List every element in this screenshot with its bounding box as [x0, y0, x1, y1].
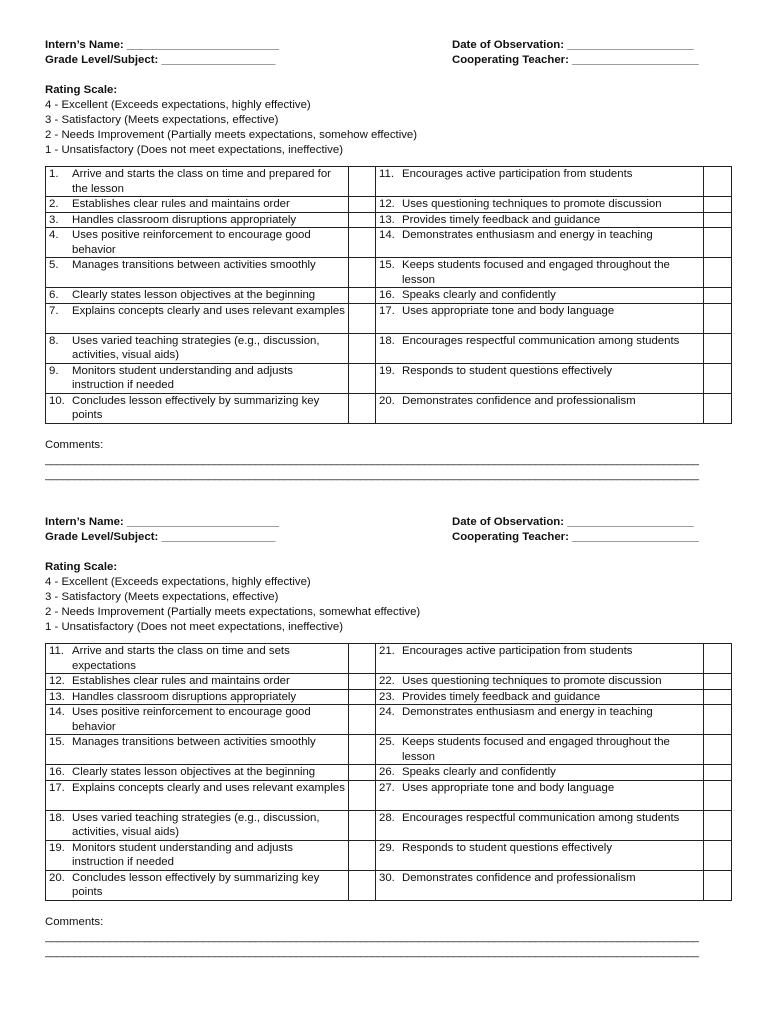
criterion-cell	[376, 870, 704, 900]
comments-line[interactable]: ________________________________________________________________________________________________________________	[45, 945, 699, 958]
rating-box[interactable]	[349, 780, 376, 810]
criterion-cell	[46, 780, 349, 810]
criterion-cell	[46, 674, 349, 690]
rating-scale-line: 2 - Needs Improvement (Partially meets expectations, somehow effective)	[45, 129, 418, 141]
rating-box[interactable]	[349, 705, 376, 735]
rating-box[interactable]	[349, 167, 376, 197]
criterion-text: Encourages respectful communication among students	[402, 334, 680, 347]
header-row-2	[45, 530, 731, 545]
rating-box[interactable]	[349, 258, 376, 288]
criterion-cell	[46, 197, 349, 213]
rating-box[interactable]	[704, 735, 732, 765]
criterion-number: 27.	[379, 781, 395, 794]
criterion-cell	[376, 810, 704, 840]
rating-box[interactable]	[349, 689, 376, 705]
criterion-cell	[376, 705, 704, 735]
rating-box[interactable]	[704, 870, 732, 900]
criterion-cell	[376, 197, 704, 213]
criterion-text: Encourages active participation from students	[402, 645, 633, 657]
criterion-cell	[46, 735, 349, 765]
table-row	[46, 735, 732, 765]
criterion-cell	[376, 167, 704, 197]
criterion-text: Handles classroom disruptions appropriately	[72, 213, 297, 226]
rating-box[interactable]	[349, 840, 376, 870]
criterion-number: 26.	[379, 766, 395, 778]
rating-scale-title: Rating Scale:	[45, 84, 118, 96]
criterion-cell	[46, 870, 349, 900]
rating-box[interactable]	[704, 810, 732, 840]
criterion-number: 12.	[49, 675, 65, 687]
rating-box[interactable]	[704, 780, 732, 810]
rating-scale-line: 3 - Satisfactory (Meets expectations, effective)	[45, 591, 279, 603]
rating-box[interactable]	[704, 303, 732, 333]
table-row	[46, 644, 732, 674]
criterion-number: 16.	[49, 766, 65, 778]
rating-box[interactable]	[704, 363, 732, 393]
criterion-text: Uses varied teaching strategies (e.g., discussion, activities, visual aids)	[72, 334, 320, 361]
grade-level-subject-field[interactable]: Grade Level/Subject: __________________	[45, 531, 276, 543]
criterion-text: Demonstrates enthusiasm and energy in teaching	[402, 706, 653, 718]
observation-form-2	[45, 515, 731, 960]
criterion-cell	[376, 840, 704, 870]
criteria-table	[45, 166, 732, 424]
criterion-number: 18.	[49, 811, 65, 824]
rating-box[interactable]	[704, 840, 732, 870]
criterion-number: 8.	[49, 334, 59, 347]
criterion-text: Responds to student questions effectively	[402, 841, 613, 854]
rating-box[interactable]	[704, 644, 732, 674]
criterion-cell	[376, 228, 704, 258]
rating-box[interactable]	[704, 333, 732, 363]
criterion-number: 5.	[49, 259, 59, 271]
date-of-observation-field[interactable]: Date of Observation: ____________________	[452, 39, 694, 51]
criterion-text: Monitors student understanding and adjusts instruction if needed	[72, 364, 293, 391]
rating-scale-line: 1 - Unsatisfactory (Does not meet expectations, ineffective)	[45, 144, 343, 156]
criterion-cell	[46, 840, 349, 870]
rating-box[interactable]	[704, 705, 732, 735]
rating-box[interactable]	[704, 765, 732, 781]
criterion-text: Demonstrates confidence and professionalism	[402, 871, 636, 884]
table-row	[46, 197, 732, 213]
table-row	[46, 212, 732, 228]
table-row	[46, 303, 732, 333]
comments-section	[45, 438, 731, 483]
criterion-cell	[376, 689, 704, 705]
rating-box[interactable]	[349, 735, 376, 765]
criterion-text: Speaks clearly and confidently	[402, 289, 556, 301]
criterion-number: 25.	[379, 736, 395, 748]
rating-box[interactable]	[704, 167, 732, 197]
criterion-cell	[46, 258, 349, 288]
rating-box[interactable]	[704, 689, 732, 705]
rating-box[interactable]	[704, 212, 732, 228]
criterion-text: Handles classroom disruptions appropriately	[72, 690, 297, 703]
rating-box[interactable]	[704, 393, 732, 423]
table-row	[46, 810, 732, 840]
criterion-cell	[46, 644, 349, 674]
criterion-cell	[46, 393, 349, 423]
criterion-cell	[46, 212, 349, 228]
criterion-cell	[46, 810, 349, 840]
criterion-cell	[46, 228, 349, 258]
rating-scale-line: 4 - Excellent (Exceeds expectations, highly effective)	[45, 99, 311, 111]
header-row-1	[45, 38, 731, 53]
date-of-observation-field[interactable]: Date of Observation: ____________________	[452, 516, 694, 528]
criterion-text: Manages transitions between activities smoothly	[72, 736, 316, 748]
rating-scale-line: 3 - Satisfactory (Meets expectations, effective)	[45, 114, 279, 126]
criterion-text: Concludes lesson effectively by summarizing key points	[72, 871, 320, 898]
rating-scale	[45, 83, 731, 158]
criterion-number: 10.	[49, 394, 65, 407]
criterion-text: Explains concepts clearly and uses relevant examples	[72, 304, 345, 317]
criterion-text: Concludes lesson effectively by summarizing key points	[72, 394, 320, 421]
criterion-text: Uses questioning techniques to promote discussion	[402, 198, 662, 210]
table-row	[46, 689, 732, 705]
header-row-2	[45, 53, 731, 68]
table-row	[46, 363, 732, 393]
comments-line[interactable]: ________________________________________________________________________________________________________________	[45, 930, 699, 943]
rating-box[interactable]	[349, 393, 376, 423]
criterion-text: Encourages active participation from students	[402, 168, 633, 180]
criterion-text: Keeps students focused and engaged throughout the lesson	[402, 259, 670, 286]
rating-scale-line: 1 - Unsatisfactory (Does not meet expectations, ineffective)	[45, 621, 343, 633]
criterion-number: 24.	[379, 706, 395, 718]
criterion-text: Manages transitions between activities smoothly	[72, 259, 316, 271]
intern-name-field[interactable]: Intern’s Name: ________________________	[45, 39, 279, 51]
rating-box[interactable]	[704, 197, 732, 213]
rating-box[interactable]	[349, 363, 376, 393]
rating-scale-line: 2 - Needs Improvement (Partially meets expectations, somewhat effective)	[45, 606, 421, 618]
rating-box[interactable]	[704, 288, 732, 304]
criterion-cell	[46, 363, 349, 393]
criterion-number: 12.	[379, 198, 395, 210]
observation-form-1	[45, 38, 731, 483]
criterion-cell	[376, 303, 704, 333]
rating-box[interactable]	[349, 674, 376, 690]
criterion-number: 2.	[49, 198, 59, 210]
rating-box[interactable]	[349, 810, 376, 840]
criterion-text: Uses appropriate tone and body language	[402, 781, 615, 794]
criterion-number: 4.	[49, 229, 59, 241]
criterion-text: Keeps students focused and engaged throughout the lesson	[402, 736, 670, 763]
criterion-number: 6.	[49, 289, 59, 301]
criterion-number: 28.	[379, 811, 395, 824]
table-row	[46, 393, 732, 423]
criterion-text: Establishes clear rules and maintains order	[72, 198, 290, 210]
criterion-text: Uses questioning techniques to promote discussion	[402, 675, 662, 687]
rating-box[interactable]	[349, 212, 376, 228]
table-row	[46, 674, 732, 690]
criterion-text: Clearly states lesson objectives at the beginning	[72, 766, 316, 778]
criterion-cell	[46, 765, 349, 781]
criterion-number: 20.	[379, 394, 395, 407]
criterion-number: 23.	[379, 690, 395, 703]
criterion-number: 14.	[49, 706, 65, 718]
criterion-text: Provides timely feedback and guidance	[402, 690, 601, 703]
criterion-number: 19.	[49, 841, 65, 854]
rating-box[interactable]	[349, 228, 376, 258]
comments-label: Comments:	[45, 438, 104, 451]
criterion-number: 15.	[49, 736, 65, 748]
intern-name-field[interactable]: Intern’s Name: ________________________	[45, 516, 279, 528]
table-row	[46, 705, 732, 735]
criterion-number: 16.	[379, 289, 395, 301]
criterion-text: Establishes clear rules and maintains order	[72, 675, 290, 687]
criterion-number: 18.	[379, 334, 395, 347]
criterion-cell	[46, 288, 349, 304]
criterion-number: 14.	[379, 229, 395, 241]
rating-box[interactable]	[349, 644, 376, 674]
table-row	[46, 765, 732, 781]
criterion-cell	[376, 393, 704, 423]
criterion-number: 20.	[49, 871, 65, 884]
grade-level-subject-field[interactable]: Grade Level/Subject: __________________	[45, 54, 276, 66]
comments-line[interactable]: ________________________________________________________________________________________________________________	[45, 468, 699, 481]
criterion-text: Demonstrates confidence and professionalism	[402, 394, 636, 407]
rating-box[interactable]	[704, 228, 732, 258]
criterion-number: 17.	[379, 304, 395, 317]
rating-box[interactable]	[349, 288, 376, 304]
criterion-number: 19.	[379, 364, 395, 377]
criterion-cell	[46, 167, 349, 197]
table-row	[46, 167, 732, 197]
rating-scale	[45, 560, 731, 635]
table-row	[46, 780, 732, 810]
criteria-table	[45, 643, 732, 901]
rating-box[interactable]	[349, 333, 376, 363]
criterion-text: Explains concepts clearly and uses relevant examples	[72, 781, 345, 794]
criterion-text: Arrive and starts the class on time and sets expectations	[72, 645, 290, 672]
criterion-text: Arrive and starts the class on time and prepared for the lesson	[72, 168, 331, 195]
table-row	[46, 840, 732, 870]
criterion-text: Monitors student understanding and adjusts instruction if needed	[72, 841, 293, 868]
criterion-cell	[376, 765, 704, 781]
criterion-cell	[376, 212, 704, 228]
criterion-text: Encourages respectful communication among students	[402, 811, 680, 824]
criterion-number: 22.	[379, 675, 395, 687]
rating-box[interactable]	[349, 870, 376, 900]
criterion-cell	[376, 644, 704, 674]
table-row	[46, 870, 732, 900]
table-row	[46, 258, 732, 288]
rating-scale-line: 4 - Excellent (Exceeds expectations, highly effective)	[45, 576, 311, 588]
criterion-number: 11.	[49, 645, 64, 657]
cooperating-teacher-field[interactable]: Cooperating Teacher: ____________________	[452, 531, 699, 543]
criterion-number: 13.	[49, 690, 65, 703]
criterion-cell	[46, 705, 349, 735]
table-row	[46, 288, 732, 304]
criterion-number: 17.	[49, 781, 65, 794]
criterion-text: Responds to student questions effectively	[402, 364, 613, 377]
criterion-cell	[376, 288, 704, 304]
criterion-number: 11.	[379, 168, 394, 180]
header-row-1	[45, 515, 731, 530]
comments-line[interactable]: ________________________________________________________________________________________________________________	[45, 453, 699, 466]
criterion-number: 7.	[49, 304, 59, 317]
table-row	[46, 228, 732, 258]
criterion-cell	[376, 363, 704, 393]
comments-label: Comments:	[45, 915, 104, 928]
rating-box[interactable]	[704, 258, 732, 288]
criterion-number: 1.	[49, 168, 59, 180]
criterion-cell	[376, 258, 704, 288]
criterion-text: Clearly states lesson objectives at the beginning	[72, 289, 316, 301]
criterion-text: Speaks clearly and confidently	[402, 766, 556, 778]
criterion-number: 30.	[379, 871, 395, 884]
rating-scale-title: Rating Scale:	[45, 561, 118, 573]
criterion-number: 21.	[379, 645, 395, 657]
rating-box[interactable]	[349, 765, 376, 781]
criterion-number: 9.	[49, 364, 59, 377]
criterion-cell	[376, 333, 704, 363]
criterion-cell	[376, 674, 704, 690]
criterion-text: Provides timely feedback and guidance	[402, 213, 601, 226]
criterion-text: Uses varied teaching strategies (e.g., discussion, activities, visual aids)	[72, 811, 320, 838]
comments-section	[45, 915, 731, 960]
criterion-number: 15.	[379, 259, 395, 271]
cooperating-teacher-field[interactable]: Cooperating Teacher: ____________________	[452, 54, 699, 66]
rating-box[interactable]	[704, 674, 732, 690]
criterion-text: Uses positive reinforcement to encourage good behavior	[72, 706, 311, 733]
criterion-cell	[46, 333, 349, 363]
criterion-number: 3.	[49, 213, 59, 226]
criterion-cell	[46, 689, 349, 705]
criterion-number: 29.	[379, 841, 395, 854]
criterion-cell	[376, 780, 704, 810]
rating-box[interactable]	[349, 197, 376, 213]
rating-box[interactable]	[349, 303, 376, 333]
table-row	[46, 333, 732, 363]
criterion-cell	[376, 735, 704, 765]
criterion-text: Demonstrates enthusiasm and energy in teaching	[402, 229, 653, 241]
criterion-text: Uses appropriate tone and body language	[402, 304, 615, 317]
criterion-cell	[46, 303, 349, 333]
criterion-number: 13.	[379, 213, 395, 226]
criterion-text: Uses positive reinforcement to encourage good behavior	[72, 229, 311, 256]
